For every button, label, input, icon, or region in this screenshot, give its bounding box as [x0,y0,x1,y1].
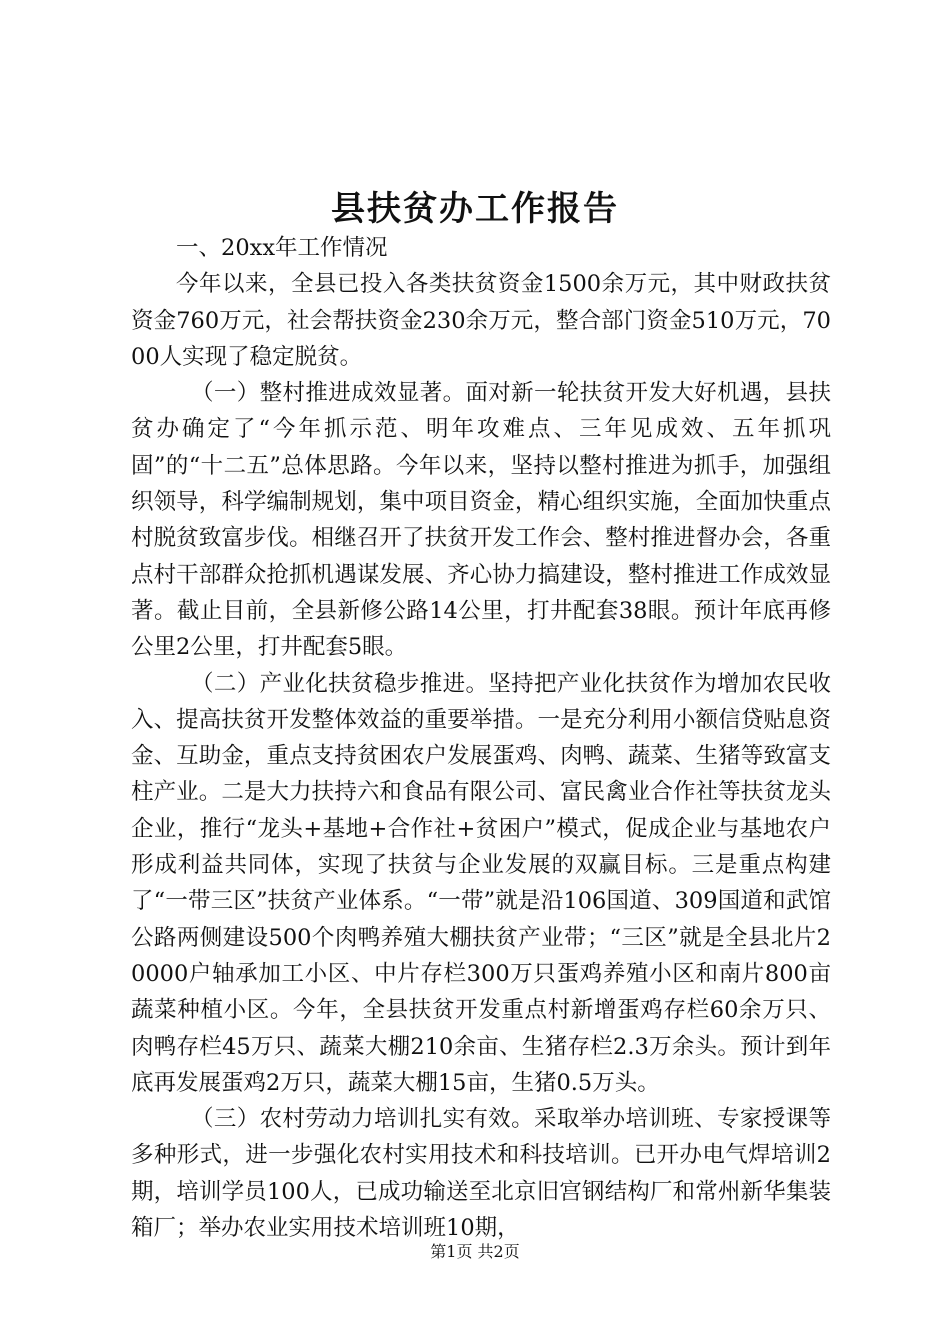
paragraph-part-3: （三）农村劳动力培训扎实有效。采取举办培训班、专家授课等多种形式，进一步强化农村实用技术和科技培训。已开办电气焊培训2期，培训学员100人，已成功输送至北京旧宫钢结构厂和常州新华集装箱厂；举办农业实用技术培训班10期， [131,1106,831,1242]
section-heading: 一、20xx年工作情况 [176,235,388,261]
paragraph-part-1: （一）整村推进成效显著。面对新一轮扶贫开发大好机遇，县扶贫办确定了“今年抓示范、明年攻难点、三年见成效、五年抓巩固”的“十二五”总体思路。今年以来，坚持以整村推进为抓手，加强组织领导，科学编制规划，集中项目资金，精心组织实施，全面加快重点村脱贫致富步伐。相继召开了扶贫开发工作会、整村推进督办会，各重点村干部群众抢抓机遇谋发展、齐心协力搞建设，整村推进工作成效显著。截止目前，全县新修公路14公里，打井配套38眼。预计年底再修公里2公里，打井配套5眼。 [131,380,831,661]
paragraph-intro: 今年以来，全县已投入各类扶贫资金1500余万元，其中财政扶贫资金760万元，社会帮扶资金230余万元，整合部门资金510万元，7000人实现了稳定脱贫。 [131,271,831,370]
page-number-footer: 第1页 共2页 [430,1242,520,1261]
document-body [131,230,831,1246]
document-title: 县扶贫办工作报告 [331,189,619,229]
paragraph-part-2: （二）产业化扶贫稳步推进。坚持把产业化扶贫作为增加农民收入、提高扶贫开发整体效益的重要举措。一是充分利用小额信贷贴息资金、互助金，重点支持贫困农户发展蛋鸡、肉鸭、蔬菜、生猪等致富支柱产业。二是大力扶持六和食品有限公司、富民禽业合作社等扶贫龙头企业，推行“龙头+基地+合作社+贫困户”模式，促成企业与基地农户形成利益共同体，实现了扶贫与企业发展的双赢目标。三是重点构建了“一带三区”扶贫产业体系。“一带”就是沿106国道、309国道和武馆公路两侧建设500个肉鸭养殖大棚扶贫产业带；“三区”就是全县北片20000户轴承加工小区、中片存栏300万只蛋鸡养殖小区和南片800亩蔬菜种植小区。今年，全县扶贫开发重点村新增蛋鸡存栏60余万只、肉鸭存栏45万只、蔬菜大棚210余亩、生猪存栏2.3万余头。预计到年底再发展蛋鸡2万只，蔬菜大棚15亩，生猪0.5万头。 [131,670,831,1096]
